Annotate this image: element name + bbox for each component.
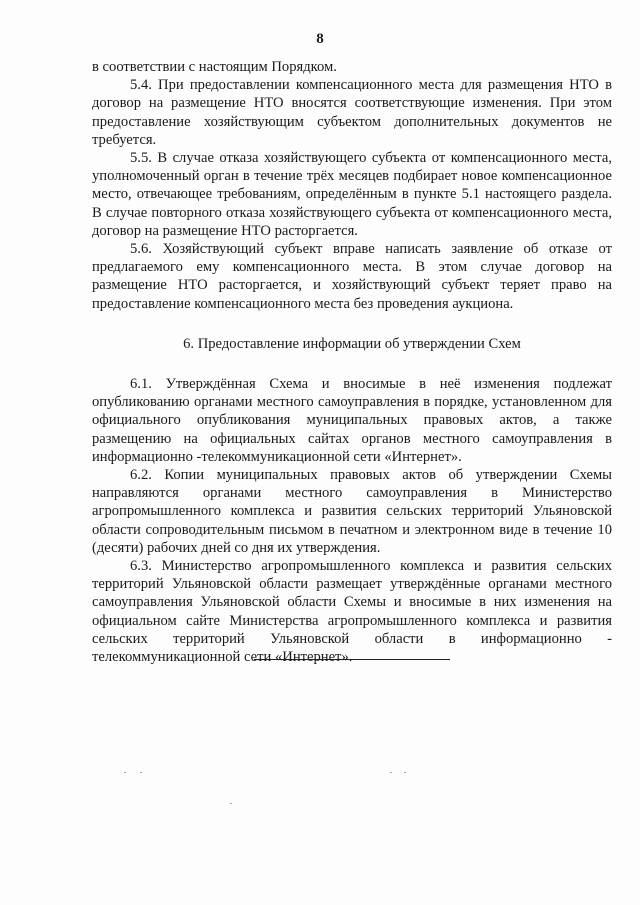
scan-speck [124,772,126,773]
page-number: 8 [316,31,324,47]
scan-speck [390,772,392,773]
scan-speck [140,772,142,773]
scan-speck [404,772,406,773]
end-divider-line [254,659,450,660]
paragraph-5-5: 5.5. В случае отказа хозяйствующего субъекта от компенсационного места, уполномоченный орган в течение трёх месяцев подбирает новое компенсационное место, отвечающее требованиям, определённым в пункте 5.1 настоящего раздела. В случае повторного отказа хозяйствующего субъекта от компенсационного места, договор на размещение НТО расторгается. [92,150,612,239]
scan-speck [230,803,232,804]
paragraph-6-2: 6.2. Копии муниципальных правовых актов об утверждении Схемы направляются органами местного самоуправления в Министерство агропромышленного комплекса и развития сельских территорий Ульяновской области сопроводительным письмом в печатном и электронном виде в течение 10 (десяти) рабочих дней со дня их утверждения. [92,467,612,556]
paragraph-6-3: 6.3. Министерство агропромышленного комплекса и развития сельских территорий Ульяновской области размещает утверждённые органами местного самоуправления Ульяновской области Схемы и вносимые в них изменения на официальном сайте Министерства агропромышленного комплекса и развития сельских территорий Ульяновской области в информационно - телекоммуникационной сети «Интернет». [92,558,612,666]
document-body [92,58,612,666]
paragraph-5-6: 5.6. Хозяйствующий субъект вправе написать заявление об отказе от предлагаемого ему компенсационного места. В этом случае договор на размещение НТО расторгается, и хозяйствующий субъект теряет право на предоставление компенсационного места без проведения аукциона. [92,241,612,312]
paragraph-continuation: в соответствии с настоящим Порядком. [92,59,337,75]
paragraph-5-4: 5.4. При предоставлении компенсационного места для размещения НТО в договор на размещение НТО вносятся соответствующие изменения. При этом предоставление хозяйствующим субъектом дополнительных документов не требуется. [92,77,612,148]
paragraph-6-1: 6.1. Утверждённая Схема и вносимые в неё изменения подлежат опубликованию органами местного самоуправления в порядке, установленном для официального опубликования муниципальных правовых актов, а также размещению на официальных сайтах органов местного самоуправления в информационно -телекоммуникационной сети «Интернет». [92,376,612,465]
section-heading: 6. Предоставление информации об утверждении Схем [183,335,521,352]
